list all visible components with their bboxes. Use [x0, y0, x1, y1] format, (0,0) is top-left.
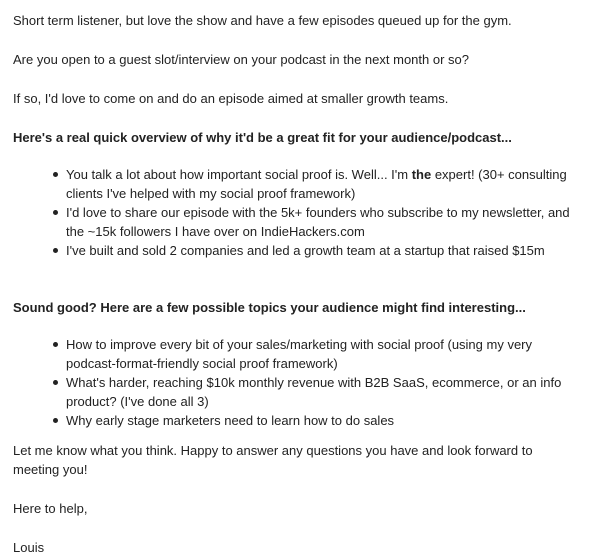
- list-item: How to improve every bit of your sales/marketing with social proof (using my very podcast-format-friendly social proof framework): [66, 335, 581, 373]
- question-paragraph: Are you open to a guest slot/interview on your podcast in the next month or so?: [13, 52, 469, 67]
- signature: Louis: [13, 540, 45, 555]
- list-item: I've built and sold 2 companies and led a growth team at a startup that raised $15m: [66, 241, 581, 260]
- list-item: Why early stage marketers need to learn how to do sales: [66, 411, 581, 430]
- intro-paragraph: Short term listener, but love the show and have a few episodes queued up for the gym.: [13, 13, 512, 28]
- list-item: [66, 165, 581, 203]
- overview-list: [13, 165, 581, 260]
- topics-list: [13, 335, 581, 430]
- offer-paragraph: If so, I'd love to come on and do an episode aimed at smaller growth teams.: [13, 91, 449, 106]
- list-item-text: You talk a lot about how important social proof is. Well... I'm: [66, 167, 412, 182]
- overview-heading: Here's a real quick overview of why it'd be a great fit for your audience/podcast...: [13, 130, 512, 145]
- topics-heading: Sound good? Here are a few possible topics your audience might find interesting...: [13, 300, 526, 315]
- emphasis-text: the: [411, 167, 432, 182]
- list-item: What's harder, reaching $10k monthly revenue with B2B SaaS, ecommerce, or an info product? (I've done all 3): [66, 373, 581, 411]
- closing-paragraph: Let me know what you think. Happy to answer any questions you have and look forward to meeting you!: [13, 443, 533, 477]
- list-item: I'd love to share our episode with the 5k+ founders who subscribe to my newsletter, and the ~15k followers I have over on IndieHackers.com: [66, 203, 581, 241]
- sign-off: Here to help,: [13, 501, 88, 516]
- list-item-text: expert! (30+ consulting clients I've helped with my social proof framework): [66, 167, 567, 201]
